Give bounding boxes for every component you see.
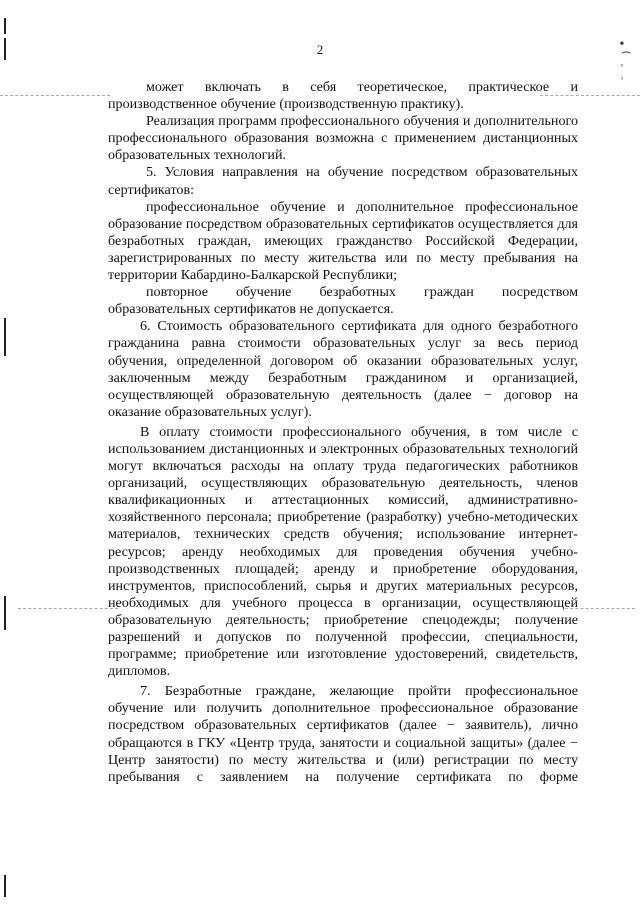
paragraph-payment-items: В оплату стоимости профессионального обучения, в том числе с использованием дистанционных и электронных образовательных технологий могут включаться расходы на оплату труда педагогических работников организаций, осуществляющих образовательную деятельность, членов квалификационных и аттестационных комиссий, административно-хозяйственного персонала; приобретение (разработку) учебно-методических материалов, технических средств обучения; использование интернет-ресурсов; аренду необходимых для проведения обучения учебно-производственных площадей; аренду и приобретение оборудования, инструментов, приспособлений, сырья и других материальных ресурсов, необходимых для учебного процесса в организации, осуществляющей образовательную деятельность; приобретение спецодежды; получение разрешений и допусков по полученной профессии, специальности, программе; приобретение или изготовление удостоверений, свидетельств, дипломов. bbox=[108, 423, 578, 680]
paragraph-no-repeat: повторное обучение безработных граждан посредством образовательных сертификатов не допускается. bbox=[108, 284, 578, 318]
document-body bbox=[108, 79, 578, 786]
paragraph-section-7: 7. Безработные граждане, желающие пройти профессиональное обучение или получить дополнительное профессиональное образование посредством образовательных сертификатов (далее − заявитель), лично обращаются в ГКУ «Центр труда, занятости и социальной защиты» (далее − Центр занятости) по месту жительства и (или) регистрации по месту пребывания с заявлением на получение сертификата по форме bbox=[108, 683, 578, 785]
paragraph-continuation: может включать в себя теоретическое, практическое и производственное обучение (производственную практику). bbox=[108, 79, 578, 113]
scan-margin-mark bbox=[4, 18, 6, 34]
scan-margin-mark bbox=[4, 596, 6, 630]
paragraph-section-5-heading: 5. Условия направления на обучение посредством образовательных сертификатов: bbox=[108, 164, 578, 198]
scan-margin-mark bbox=[4, 318, 6, 356]
paragraph-eligibility: профессиональное обучение и дополнительное профессиональное образование посредством образовательных сертификатов осуществляется для безработных граждан, имеющих гражданство Российской Федерации, зарегистрированных по месту жительства или по месту пребывания на территории Кабардино-Балкарской Республики; bbox=[108, 198, 578, 284]
scan-edge-marks: • ʿ ʾ bbox=[619, 37, 625, 91]
paragraph-section-6: 6. Стоимость образовательного сертификата для одного безработного гражданина равна стоимости образовательных услуг за весь период обучения, определенной договором об оказании образовательных услуг, заключенным между безработным гражданином и организацией, осуществляющей образовательную деятельность (далее − договор на оказание образовательных услуг). bbox=[108, 318, 578, 420]
paragraph-remote-learning: Реализация программ профессионального обучения и дополнительного профессионального образования возможна с применением дистанционных образовательных технологий. bbox=[108, 113, 578, 164]
page-number: 2 bbox=[316, 42, 324, 57]
scan-margin-mark bbox=[4, 875, 6, 897]
scan-artifact-line bbox=[18, 608, 118, 609]
scan-artifact-line bbox=[0, 95, 110, 96]
